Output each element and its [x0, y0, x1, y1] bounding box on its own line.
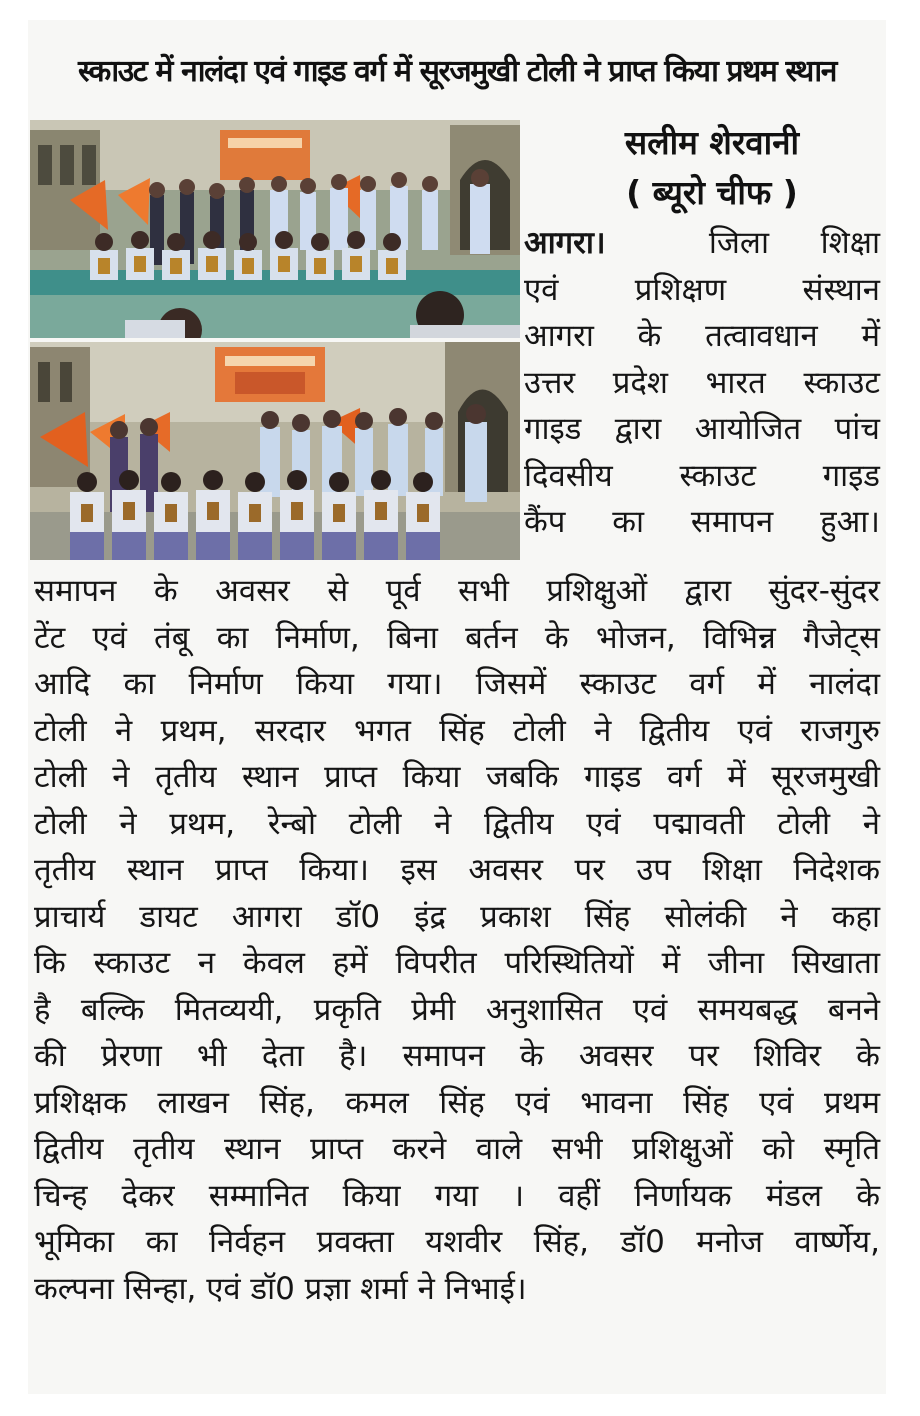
intro-text: जिला शिक्षा — [708, 225, 880, 261]
dateline: आगरा। — [524, 225, 606, 261]
group-photo-scouts-icon — [30, 120, 520, 338]
body-line: प्रशिक्षक लाखन सिंह, कमल सिंह एवं भावना सिंह एवं प्रथम — [34, 1084, 880, 1121]
body-line: टेंट एवं तंबू का निर्माण, बिना बर्तन के भोजन, विभिन्न गैजेट्स — [34, 619, 880, 656]
body-line: कि स्काउट न केवल हमें विपरीत परिस्थितियों में जीना सिखाता — [34, 945, 880, 981]
intro-line: कैंप का समापन हुआ। — [524, 504, 880, 540]
body-line: कल्पना सिन्हा, एवं डॉ0 प्रज्ञा शर्मा ने निभाई। — [34, 1270, 527, 1307]
body-line: समापन के अवसर से पूर्व सभी प्रशिक्षुओं द्वारा सुंदर-सुंदर — [34, 573, 880, 609]
intro-column — [524, 220, 880, 546]
article-body — [34, 568, 880, 1312]
body-line: टोली ने प्रथम, रेन्बो टोली ने द्वितीय एवं पद्मावती टोली ने — [34, 805, 880, 842]
intro-line: गाइड द्वारा आयोजित पांच — [524, 411, 880, 447]
body-line: चिन्ह देकर सम्मानित किया गया । वहीं निर्णायक मंडल के — [34, 1177, 880, 1214]
intro-line: आगरा के तत्वावधान में — [524, 318, 880, 354]
intro-line-1 — [524, 220, 880, 267]
body-line: भूमिका का निर्वहन प्रवक्ता यशवीर सिंह, डॉ0 मनोज वार्ष्णेय, — [34, 1224, 880, 1260]
body-line: प्राचार्य डायट आगरा डॉ0 इंद्र प्रकाश सिंह सोलंकी ने कहा — [34, 898, 880, 935]
intro-line: एवं प्रशिक्षण संस्थान — [524, 271, 880, 308]
byline-name: सलीम शेरवानी — [624, 123, 800, 162]
body-line: आदि का निर्माण किया गया। जिसमें स्काउट वर्ग में नालंदा — [34, 666, 880, 702]
newspaper-clipping — [28, 20, 886, 1394]
photo-collage — [30, 120, 520, 560]
body-line: टोली ने तृतीय स्थान प्राप्त किया जबकि गाइड वर्ग में सूरजमुखी — [34, 759, 880, 795]
headline: स्काउट में नालंदा एवं गाइड वर्ग में सूरजमुखी टोली ने प्राप्त किया प्रथम स्थान — [78, 54, 836, 89]
intro-line: उत्तर प्रदेश भारत स्काउट — [524, 364, 880, 401]
body-line: द्वितीय तृतीय स्थान प्राप्त करने वाले सभी प्रशिक्षुओं को स्मृति — [34, 1131, 880, 1167]
body-line: तृतीय स्थान प्राप्त किया। इस अवसर पर उप शिक्षा निदेशक — [34, 852, 880, 888]
body-line: है बल्कि मितव्ययी, प्रकृति प्रेमी अनुशासित एवं समयबद्ध बनने — [34, 991, 880, 1028]
byline-role: ( ब्यूरो चीफ ) — [626, 173, 798, 212]
intro-line: दिवसीय स्काउट गाइड — [524, 457, 880, 494]
body-line: टोली ने प्रथम, सरदार भगत सिंह टोली ने द्वितीय एवं राजगुरु — [34, 712, 880, 749]
group-photo-guides-icon — [30, 342, 520, 560]
body-line: की प्रेरणा भी देता है। समापन के अवसर पर शिविर के — [34, 1038, 880, 1074]
